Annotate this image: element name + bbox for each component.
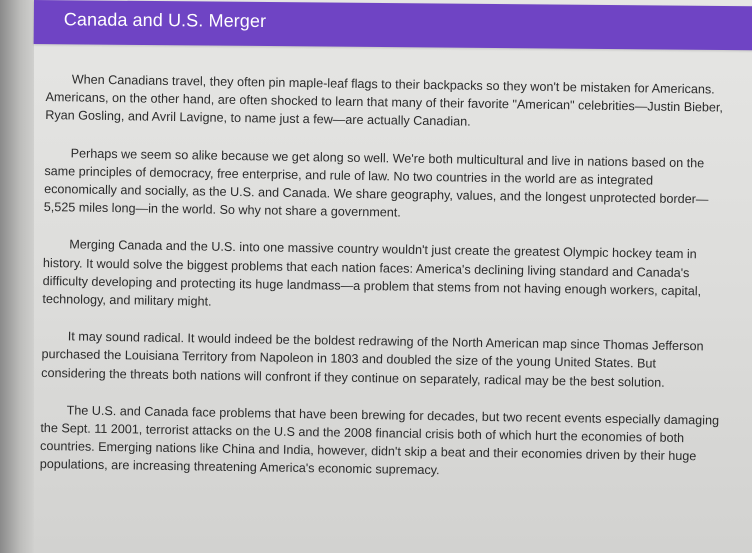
paragraph: Merging Canada and the U.S. into one massive country wouldn't just create the greatest Olympic hockey team in history. It would solve the biggest problems that each nation faces: America's declining living standard and Canada's difficulty developing and protecting its huge landmass—a problem that stems from not having enough workers, capital, technology, and military might.	[42, 237, 702, 309]
page-title: Canada and U.S. Merger	[63, 9, 267, 32]
screen-bezel	[0, 0, 34, 553]
paragraph: When Canadians travel, they often pin maple-leaf flags to their backpacks so they won't be mistaken for Americans. Americans, on the other hand, are often shocked to learn that many of their favorite "American" celebrities—Justin Bieber, Ryan Gosling, and Avril Lavigne, to name just a few—are actually Canadian.	[45, 72, 724, 130]
article-body	[39, 70, 726, 503]
paragraph: It may sound radical. It would indeed be the boldest redrawing of the North American map since Thomas Jefferson purchased the Louisiana Territory from Napoleon in 1803 and doubled the size of the young United States. But considering the threats both nations will confront if they continue on separately, radical may be the best solution.	[41, 329, 704, 390]
paragraph: The U.S. and Canada face problems that have been brewing for decades, but two recent events especially damaging the Sept. 11 2001, terrorist attacks on the U.S and the 2008 financial crisis both of which hurt the economies of both countries. Emerging nations like China and India, however, didn't skip a beat and their economies driven by their huge populations, are increasing threatening America's economic supremacy.	[39, 403, 720, 478]
header-bar	[34, 0, 752, 50]
paragraph: Perhaps we seem so alike because we get along so well. We're both multicultural and live in nations based on the same principles of democracy, free enterprise, and rule of law. No two countries in the world are as integrated economically and socially, as the U.S. and Canada. We share geography, values, and the longest unprotected border—5,525 miles long—in the world. So why not share a government.	[43, 146, 709, 220]
